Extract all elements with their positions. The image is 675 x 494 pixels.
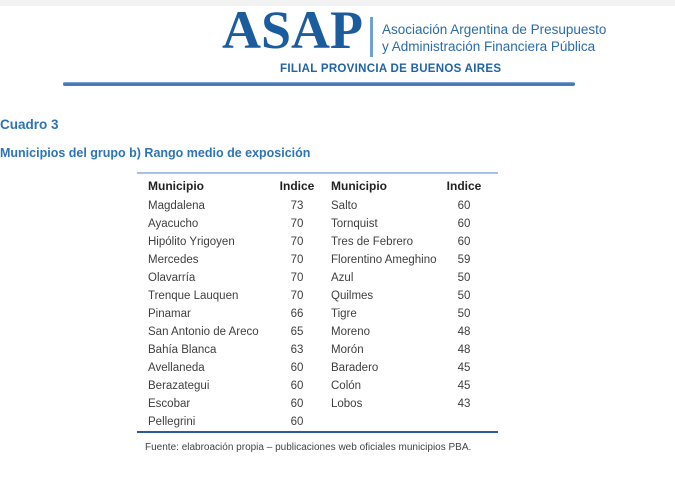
org-name-line2: y Administración Financiera Pública: [382, 39, 596, 54]
table-row: [137, 377, 498, 395]
table-row: [137, 341, 498, 359]
indice-cell: 48: [457, 344, 471, 356]
municipio-cell: Lobos: [331, 398, 363, 410]
table-row: [137, 287, 498, 305]
municipio-cell: Escobar: [148, 398, 191, 410]
municipio-cell: Florentino Ameghino: [331, 254, 437, 266]
table-caption-number: Cuadro 3: [0, 117, 59, 132]
municipio-cell: Baradero: [331, 362, 379, 374]
org-name: [382, 21, 606, 55]
municipio-cell: San Antonio de Areco: [148, 326, 259, 338]
table-row: [137, 233, 498, 251]
indice-cell: 70: [290, 290, 304, 302]
asap-logo: ASAP: [222, 0, 364, 60]
table-row: [137, 359, 498, 377]
municipio-cell: Magdalena: [148, 200, 205, 212]
indice-cell: 50: [457, 272, 471, 284]
table-row: [137, 395, 498, 413]
indice-cell: 66: [290, 308, 304, 320]
indice-cell: 70: [290, 272, 304, 284]
logo-divider-bar: [370, 17, 373, 57]
source-note: Fuente: elabroación propia – publicaciones web oficiales municipios PBA.: [145, 442, 472, 453]
table-row: [137, 251, 498, 269]
municipio-cell: Tigre: [331, 308, 357, 320]
indice-cell: 48: [457, 326, 471, 338]
indice-cell: 70: [290, 254, 304, 266]
municipio-cell: Morón: [331, 344, 364, 356]
municipio-cell: Azul: [331, 272, 354, 284]
municipio-cell: Tornquist: [331, 218, 378, 230]
municipios-table: [137, 172, 498, 433]
municipio-cell: Tres de Febrero: [331, 236, 414, 248]
column-header-indice-2: Indice: [446, 178, 482, 193]
table-row: [137, 413, 498, 431]
indice-cell: 50: [457, 290, 471, 302]
indice-cell: 65: [290, 326, 304, 338]
column-header-municipio-1: Municipio: [148, 178, 204, 193]
municipio-cell: Pellegrini: [148, 416, 196, 428]
municipio-cell: Salto: [331, 200, 358, 212]
indice-cell: 60: [290, 380, 304, 392]
municipio-cell: Moreno: [331, 326, 370, 338]
indice-cell: 45: [457, 362, 471, 374]
municipio-cell: Ayacucho: [148, 218, 199, 230]
indice-cell: 60: [290, 398, 304, 410]
indice-cell: 59: [457, 254, 471, 266]
municipio-cell: Berazategui: [148, 380, 210, 392]
indice-cell: 70: [290, 218, 304, 230]
indice-cell: 60: [290, 362, 304, 374]
municipio-cell: Avellaneda: [148, 362, 205, 374]
municipio-cell: Mercedes: [148, 254, 199, 266]
filial-subtitle: FILIAL PROVINCIA DE BUENOS AIRES: [280, 63, 502, 75]
municipio-cell: Colón: [331, 380, 362, 392]
municipio-cell: Bahía Blanca: [148, 344, 217, 356]
indice-cell: 60: [457, 200, 471, 212]
table-row: [137, 323, 498, 341]
indice-cell: 43: [457, 398, 471, 410]
municipio-cell: Trenque Lauquen: [148, 290, 239, 302]
column-header-indice-1: Indice: [279, 178, 315, 193]
org-name-line1: Asociación Argentina de Presupuesto: [382, 22, 607, 37]
municipio-cell: Pinamar: [148, 308, 191, 320]
table-row: [137, 215, 498, 233]
column-header-municipio-2: Municipio: [331, 178, 387, 193]
header-rule: [63, 82, 575, 86]
table-row: [137, 197, 498, 215]
table-row: [137, 269, 498, 287]
indice-cell: 60: [290, 416, 304, 428]
table-row: [137, 305, 498, 323]
indice-cell: 73: [290, 200, 304, 212]
table-header-row: [137, 174, 498, 197]
table-caption-title: Municipios del grupo b) Rango medio de exposición: [0, 146, 311, 160]
indice-cell: 70: [290, 236, 304, 248]
municipio-cell: Olavarría: [148, 272, 196, 284]
indice-cell: 50: [457, 308, 471, 320]
indice-cell: 60: [457, 218, 471, 230]
municipio-cell: Quilmes: [331, 290, 374, 302]
indice-cell: 63: [290, 344, 304, 356]
municipio-cell: Hipólito Yrigoyen: [148, 236, 235, 248]
table-body: [137, 197, 498, 431]
indice-cell: 60: [457, 236, 471, 248]
indice-cell: 45: [457, 380, 471, 392]
